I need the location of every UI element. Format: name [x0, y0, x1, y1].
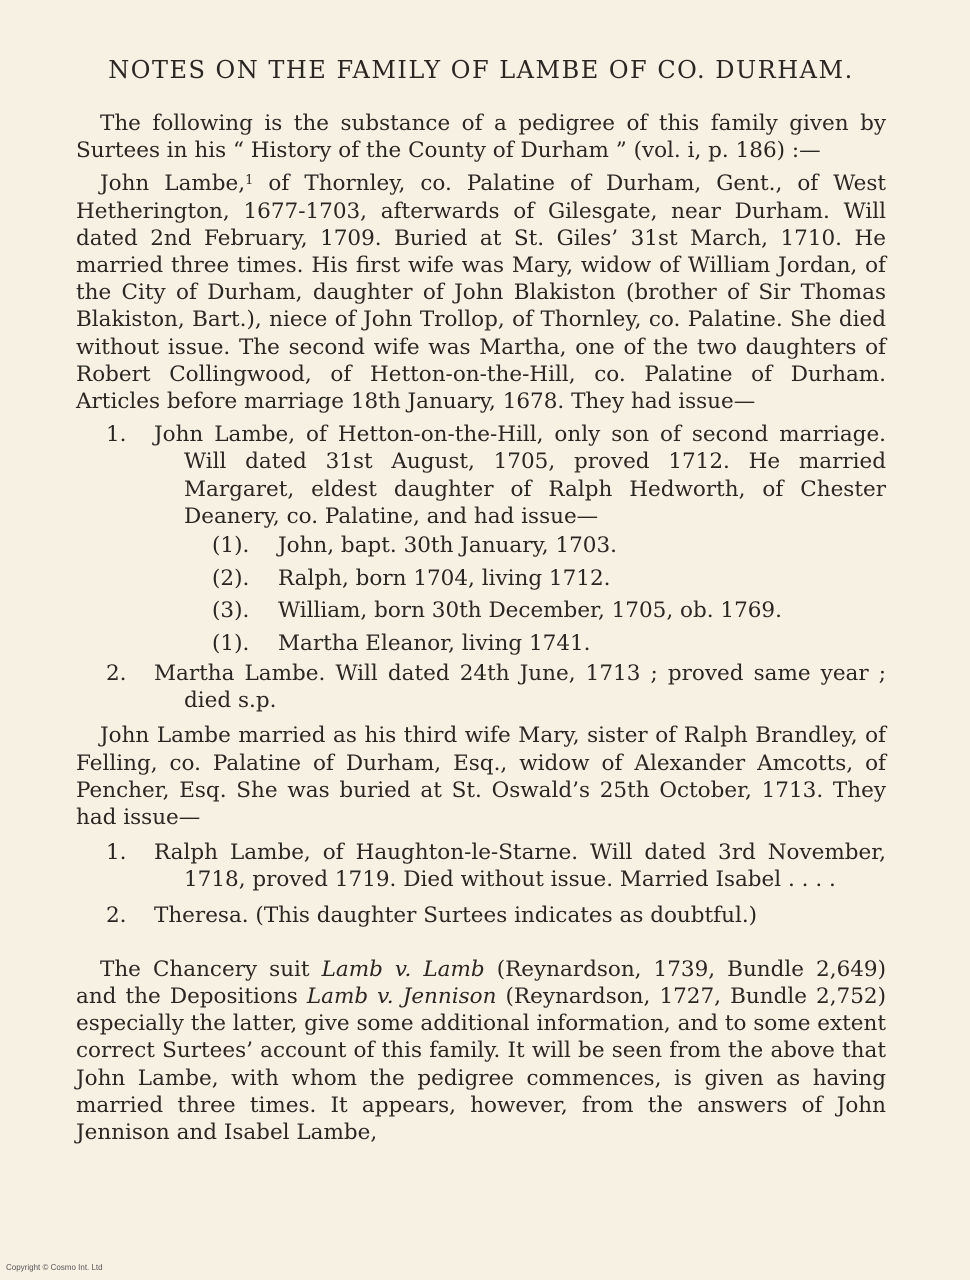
case-name-1: Lamb v. Lamb — [321, 956, 485, 982]
item-text: John Lambe, of Hetton-on-the-Hill, only son of second marriage. Will dated 31st August, 1705, proved 1712. He married Margaret, eldest daughter of Ralph Hedworth, of Chester Deanery, co. Palatine, and had issue— — [154, 422, 886, 529]
list-item — [76, 902, 886, 929]
item-text: Martha Lambe. Will dated 24th June, 1713 ; proved same year ; died s.p. — [154, 661, 886, 714]
sub-item-text: Martha Eleanor, living 1741. — [278, 630, 591, 656]
copyright-watermark: Copyright © Cosmo Int. Ltd — [6, 1263, 103, 1272]
sub-list-item — [76, 628, 886, 661]
sub-item-text: Ralph, born 1704, living 1712. — [278, 565, 611, 591]
item-number: 1. — [106, 840, 127, 866]
john-lead: John Lambe, — [100, 171, 246, 197]
page — [76, 56, 886, 1146]
case-name-2: Lamb v. Jennison — [306, 984, 497, 1010]
intro-paragraph: The following is the substance of a pedigree of this family given by Surtees in his “ History of the County of Durham ” (vol. i, p. 186) :— — [76, 111, 886, 164]
chancery-paragraph — [76, 956, 886, 1146]
footnote-marker: 1 — [245, 173, 254, 189]
sub-item-number: (1). — [212, 630, 250, 656]
sub-item-number: (3). — [212, 598, 250, 624]
sub-item-text: John, bapt. 30th January, 1703. — [278, 533, 617, 559]
sub-list-item — [76, 530, 886, 563]
chancery-text-2: (Reynardson, 1739, Bundle 2,649) and the Depositions — [76, 956, 886, 1010]
item-number: 2. — [106, 902, 127, 928]
sub-list-item — [76, 595, 886, 628]
list-item — [76, 421, 886, 530]
item-text: Ralph Lambe, of Haughton-le-Starne. Will dated 3rd November, 1718, proved 1719. Died without issue. Married Isabel . . . . — [154, 840, 886, 893]
third-marriage-paragraph: John Lambe married as his third wife Mary, sister of Ralph Brandley, of Felling, co. Palatine of Durham, Esq., widow of Alexander Amcotts, of Pencher, Esq. She was buried at St. Oswald’s 25th October, 1713. They had issue— — [76, 723, 886, 831]
item-number: 1. — [106, 422, 127, 448]
list-item — [76, 839, 886, 893]
chancery-text-1: The Chancery suit — [100, 956, 322, 982]
list-item — [76, 660, 886, 714]
sub-item-number: (2). — [212, 565, 250, 591]
page-title: NOTES ON THE FAMILY OF LAMBE OF CO. DURHAM. — [108, 56, 854, 84]
item-number: 2. — [106, 661, 127, 687]
chancery-text-3: (Reynardson, 1727, Bundle 2,752) especially the latter, give some additional information, and to some extent correct Surtees’ account of this family. It will be seen from the above that John Lambe, with whom the pedigree commences, is given as having married three times. It appears, however, from the answers of John Jennison and Isabel Lambe, — [76, 984, 886, 1146]
john-text: of Thornley, co. Palatine of Durham, Gent., of West Hetherington, 1677-1703, afterwards of Gilesgate, near Durham. Will dated 2nd February, 1709. Buried at St. Giles’ 31st March, 1710. He married three times. His first wife was Mary, widow of William Jordan, of the City of Durham, daughter of John Blakiston (brother of Sir Thomas Blakiston, Bart.), niece of John Trollop, of Thornley, co. Palatine. She died without issue. The second wife was Martha, one of the two daughters of Robert Collingwood, of Hetton-on-the-Hill, co. Palatine of Durham. Articles before marriage 18th January, 1678. They had issue— — [76, 171, 886, 415]
sub-item-text: William, born 30th December, 1705, ob. 1769. — [278, 598, 782, 624]
sub-item-number: (1). — [212, 533, 250, 559]
john-lambe-paragraph — [76, 170, 886, 415]
item-text: Theresa. (This daughter Surtees indicates as doubtful.) — [154, 902, 758, 928]
sub-list-item — [76, 563, 886, 596]
